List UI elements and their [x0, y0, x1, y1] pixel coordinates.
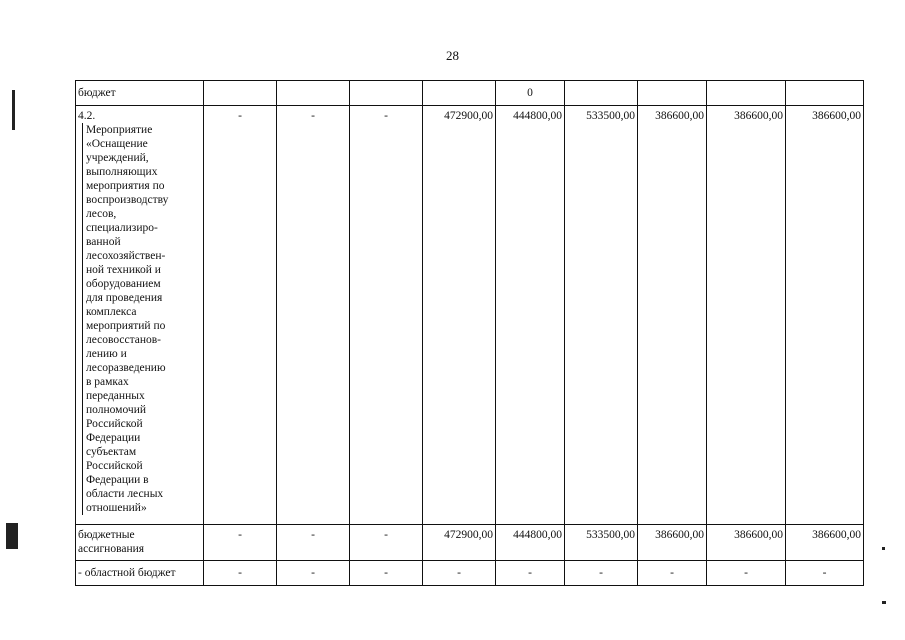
table-cell: [423, 81, 496, 106]
row-label: бюджет: [76, 81, 204, 106]
page-number: 28: [446, 48, 459, 63]
table-cell: [565, 81, 638, 106]
table-cell: 444800,00: [496, 106, 565, 525]
table-row-allocations: [76, 525, 864, 561]
table-cell: [204, 81, 277, 106]
table-cell: [350, 81, 423, 106]
scan-artifact-mark: [882, 601, 886, 604]
row-label: - областной бюджет: [76, 561, 204, 586]
table-cell: 472900,00: [423, 525, 496, 561]
row-label: бюджетные ассигнования: [76, 525, 204, 561]
table-cell: [707, 81, 786, 106]
table-cell: 386600,00: [707, 106, 786, 525]
table-cell: 444800,00: [496, 525, 565, 561]
measure-cell: [76, 106, 204, 525]
table-cell: -: [277, 561, 350, 586]
table-cell: -: [277, 525, 350, 561]
table-cell: -: [350, 106, 423, 525]
table-cell: 386600,00: [638, 525, 707, 561]
budget-table: [75, 80, 864, 586]
table-row-measure-4-2: [76, 106, 864, 525]
table-cell: 386600,00: [786, 525, 864, 561]
table-cell: -: [565, 561, 638, 586]
table-cell: -: [204, 525, 277, 561]
table-cell: 533500,00: [565, 106, 638, 525]
table-cell: [786, 81, 864, 106]
table-cell: -: [277, 106, 350, 525]
table-cell: -: [786, 561, 864, 586]
table-cell: -: [204, 561, 277, 586]
table-cell: -: [496, 561, 565, 586]
table-cell: 386600,00: [638, 106, 707, 525]
table-cell: -: [204, 106, 277, 525]
table-cell: [277, 81, 350, 106]
scan-artifact-mark: [12, 90, 15, 130]
scan-artifact-mark: [882, 547, 885, 550]
table-cell: -: [350, 525, 423, 561]
table-cell: 533500,00: [565, 525, 638, 561]
table-cell: -: [423, 561, 496, 586]
scan-artifact-mark: [6, 523, 18, 549]
table-cell: 386600,00: [786, 106, 864, 525]
table-cell: [638, 81, 707, 106]
table-cell: 0: [496, 81, 565, 106]
table-row-regional-budget: [76, 561, 864, 586]
measure-name: Мероприятие «Оснащение учреждений, выполняющих мероприятия по воспроизводству лесов, специализиро- ванной лесохозяйствен- ной техникой и оборудованием для проведения комплекса мероприятий по лесовосстанов- лению и лесоразведению в рамках переданных полномочий Российской Федерации субъектам Российской Федерации в области лесных отношений»: [82, 123, 178, 515]
table-row-budget: [76, 81, 864, 106]
measure-index: 4.2.: [78, 110, 96, 122]
table-cell: -: [350, 561, 423, 586]
table-cell: -: [638, 561, 707, 586]
table-cell: 472900,00: [423, 106, 496, 525]
table-cell: 386600,00: [707, 525, 786, 561]
table-cell: -: [707, 561, 786, 586]
